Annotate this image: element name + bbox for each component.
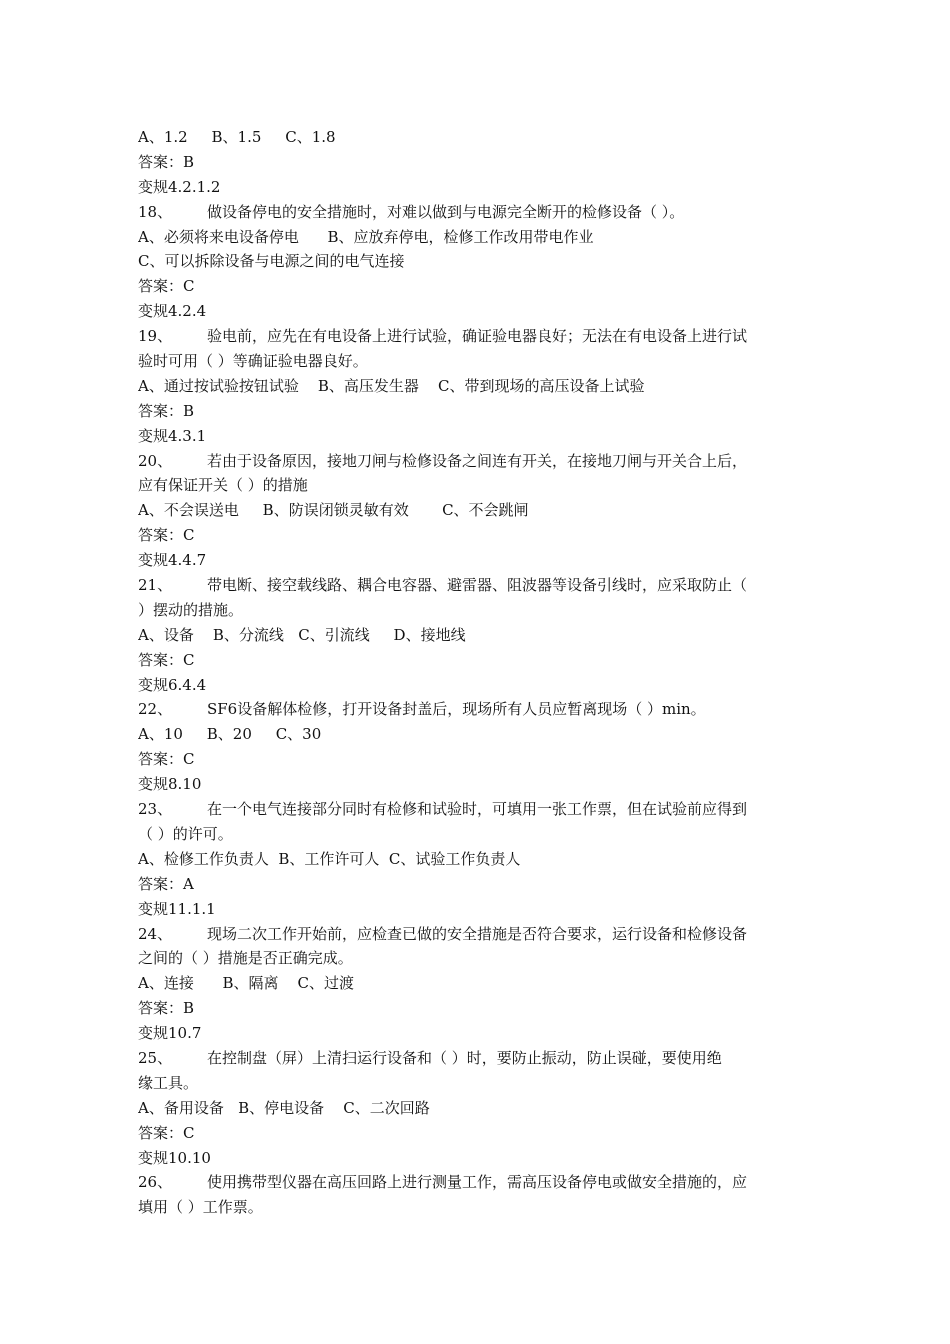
- question-text-continued: （ ）的许可。: [138, 824, 233, 843]
- question-line: [138, 922, 814, 947]
- question-text-continued: 应有保证开关（ ）的措施: [138, 476, 308, 495]
- options-line: A、连接 B、隔离 C、过渡: [138, 974, 355, 993]
- question-text: 在一个电气连接部分同时有检修和试验时，可填用一张工作票，但在试验前应得到: [207, 800, 748, 819]
- question-number: 19、: [138, 327, 173, 346]
- question-number: 26、: [138, 1173, 173, 1192]
- question-line: [138, 697, 814, 722]
- reference-line: 变规4.4.7: [138, 551, 207, 570]
- question-text: SF6设备解体检修，打开设备封盖后，现场所有人员应暂离现场（ ）min。: [207, 700, 706, 719]
- question-text: 验电前，应先在有电设备上进行试验，确证验电器良好；无法在有电设备上进行试: [207, 327, 748, 346]
- question-text-continued: 验时可用（ ）等确证验电器良好。: [138, 352, 368, 371]
- question-text: 若由于设备原因，接地刀闸与检修设备之间连有开关，在接地刀闸与开关合上后，: [207, 451, 748, 470]
- answer-line: 答案：B: [138, 999, 195, 1018]
- reference-line: 变规11.1.1: [138, 899, 216, 918]
- question-line: [138, 1170, 814, 1195]
- question-line: [138, 324, 814, 349]
- reference-line: 变规10.10: [138, 1148, 211, 1167]
- question-number: 25、: [138, 1048, 173, 1067]
- answer-line: 答案：C: [138, 526, 195, 545]
- reference-line: 变规10.7: [138, 1024, 202, 1043]
- options-line: A、1.2 B、1.5 C、1.8: [138, 128, 336, 146]
- answer-line: 答案：A: [138, 874, 194, 893]
- answer-line: 答案：B: [138, 401, 195, 420]
- options-line: A、必须将来电设备停电 B、应放弃停电，检修工作改用带电作业: [138, 227, 594, 246]
- answer-line: 答案：B: [138, 152, 195, 171]
- reference-line: 变规4.3.1: [138, 426, 207, 445]
- question-text: 带电断、接空载线路、耦合电容器、避雷器、阻波器等设备引线时，应采取防止（: [207, 576, 748, 595]
- options-line: C、可以拆除设备与电源之间的电气连接: [138, 252, 405, 271]
- options-line: A、不会误送电 B、防误闭锁灵敏有效 C、不会跳闸: [138, 501, 529, 520]
- reference-line: 变规4.2.4: [138, 302, 207, 321]
- question-number: 22、: [138, 700, 173, 719]
- answer-line: 答案：C: [138, 277, 195, 296]
- question-number: 23、: [138, 800, 173, 819]
- question-list: [138, 125, 814, 1220]
- question-text-continued: 之间的（ ）措施是否正确完成。: [138, 949, 353, 968]
- question-text-continued: 填用（ ）工作票。: [138, 1198, 263, 1217]
- options-line: A、设备 B、分流线 C、引流线 D、接地线: [138, 625, 466, 644]
- answer-line: 答案：C: [138, 650, 195, 669]
- options-line: A、备用设备 B、停电设备 C、二次回路: [138, 1098, 430, 1117]
- reference-line: 变规8.10: [138, 775, 202, 794]
- question-number: 18、: [138, 202, 173, 221]
- question-line: [138, 1046, 814, 1071]
- question-text: 使用携带型仪器在高压回路上进行测量工作，需高压设备停电或做安全措施的，应: [207, 1173, 748, 1192]
- question-line: [138, 797, 814, 822]
- answer-line: 答案：C: [138, 750, 195, 769]
- question-line: [138, 449, 814, 474]
- options-line: A、10 B、20 C、30: [138, 725, 322, 744]
- reference-line: 变规6.4.4: [138, 675, 207, 694]
- answer-line: 答案：C: [138, 1123, 195, 1142]
- question-number: 20、: [138, 451, 173, 470]
- reference-line: 变规4.2.1.2: [138, 177, 221, 196]
- question-line: [138, 573, 814, 598]
- question-number: 21、: [138, 576, 173, 595]
- question-text-continued: ）摆动的措施。: [138, 600, 244, 619]
- options-line: A、检修工作负责人 B、工作许可人 C、试验工作负责人: [138, 849, 521, 868]
- options-line: A、通过按试验按钮试验 B、高压发生器 C、带到现场的高压设备上试验: [138, 376, 645, 395]
- question-line: [138, 200, 814, 225]
- question-text: 在控制盘（屏）上清扫运行设备和（ ）时，要防止振动，防止误碰，要使用绝: [207, 1048, 722, 1067]
- question-text: 现场二次工作开始前，应检查已做的安全措施是否符合要求，运行设备和检修设备: [207, 924, 748, 943]
- question-text-continued: 缘工具。: [138, 1073, 199, 1092]
- question-number: 24、: [138, 924, 173, 943]
- question-text: 做设备停电的安全措施时，对难以做到与电源完全断开的检修设备（ ）。: [207, 202, 685, 221]
